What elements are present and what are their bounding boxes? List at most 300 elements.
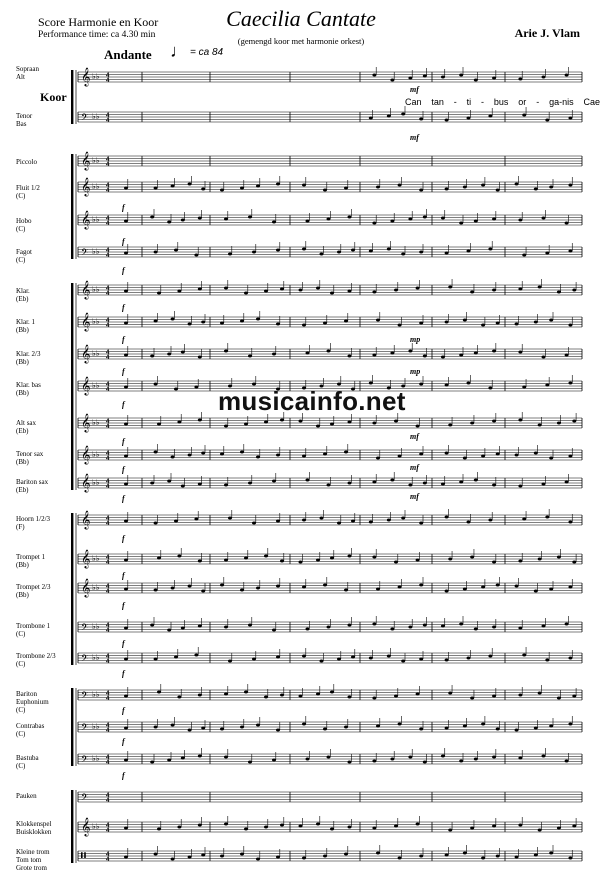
- instrument-label-line: (C): [16, 730, 26, 738]
- composer-name: Arie J. Vlam: [514, 26, 580, 40]
- flat-icon: ♭♭: [92, 690, 100, 699]
- dynamic-marking: f: [122, 771, 125, 780]
- time-sig-top: 4: [106, 419, 110, 425]
- dynamic-marking: f: [122, 639, 125, 648]
- note-head: [171, 587, 175, 590]
- note-head: [419, 658, 423, 661]
- note-head: [124, 759, 128, 762]
- note-head: [276, 656, 280, 659]
- note-head: [201, 727, 205, 730]
- lyric-syllable: -: [453, 97, 457, 107]
- instrument-label-line: Trompet 2/3: [16, 583, 51, 591]
- note-head: [302, 455, 306, 458]
- note-head: [337, 251, 341, 254]
- note-head: [280, 288, 284, 291]
- note-head: [224, 559, 228, 562]
- note-head: [323, 322, 327, 325]
- time-sig-top: 4: [106, 755, 110, 761]
- time-sig-bottom: 4: [106, 589, 110, 595]
- note-head: [306, 628, 310, 631]
- instrument-label-line: Sopraan: [16, 65, 39, 73]
- note-head: [423, 216, 427, 219]
- note-head: [394, 561, 398, 564]
- note-head: [228, 660, 232, 663]
- instrument-label-line: Bariton: [16, 690, 37, 698]
- flat-icon: ♭♭: [92, 583, 100, 592]
- note-head: [390, 352, 394, 355]
- note-head: [181, 351, 185, 354]
- instrument-label-line: (F): [16, 523, 25, 531]
- note-head: [198, 419, 202, 422]
- note-head: [198, 356, 202, 359]
- instrument-label: [16, 848, 78, 872]
- note-head: [390, 758, 394, 761]
- note-head: [174, 388, 178, 391]
- note-head: [481, 723, 485, 726]
- note-head: [518, 824, 522, 827]
- note-head: [445, 384, 449, 387]
- note-head: [306, 758, 310, 761]
- note-head: [423, 482, 427, 485]
- note-head: [124, 658, 128, 661]
- time-sig-top: 4: [106, 823, 110, 829]
- note-head: [256, 858, 260, 861]
- note-head: [124, 290, 128, 293]
- note-head: [220, 322, 224, 325]
- note-head: [330, 828, 334, 831]
- time-sig-bottom: 4: [106, 188, 110, 194]
- note-head: [467, 382, 471, 385]
- note-head: [542, 217, 546, 220]
- dynamic-marking: mf: [410, 133, 419, 142]
- note-head: [372, 422, 376, 425]
- note-head: [348, 624, 352, 627]
- note-head: [398, 184, 402, 187]
- note-head: [124, 455, 128, 458]
- time-sig-bottom: 4: [106, 221, 110, 227]
- note-head: [492, 77, 496, 80]
- note-head: [276, 323, 280, 326]
- note-head: [174, 520, 178, 523]
- note-head: [201, 321, 205, 324]
- bass-clef: 𝄢: [81, 792, 89, 805]
- note-head: [124, 187, 128, 190]
- note-head: [154, 726, 158, 729]
- note-head: [224, 484, 228, 487]
- note-head: [244, 691, 248, 694]
- note-head: [423, 75, 427, 78]
- note-head: [488, 387, 492, 390]
- note-head: [445, 119, 449, 122]
- treble-clef: 𝄞: [81, 549, 91, 568]
- instrument-label-line: (Bb): [16, 561, 29, 569]
- instrument-label: [16, 217, 78, 233]
- series-title: Score Harmonie en Koor: [38, 15, 159, 29]
- lyrics-line: [405, 97, 600, 107]
- note-head: [167, 480, 171, 483]
- flat-icon: ♭♭: [92, 317, 100, 326]
- note-head: [150, 624, 154, 627]
- note-head: [171, 724, 175, 727]
- note-head: [244, 423, 248, 426]
- instrument-label-line: Klokkenspel: [16, 820, 52, 828]
- note-head: [327, 626, 331, 629]
- note-head: [124, 386, 128, 389]
- note-head: [481, 857, 485, 860]
- note-head: [568, 857, 572, 860]
- note-head: [302, 857, 306, 860]
- note-head: [372, 827, 376, 830]
- note-head: [188, 856, 192, 859]
- treble-clef: 𝄥: [81, 846, 86, 865]
- note-head: [549, 852, 553, 855]
- note-head: [372, 697, 376, 700]
- note-head: [150, 482, 154, 485]
- note-head: [492, 289, 496, 292]
- note-head: [538, 692, 542, 695]
- note-head: [390, 220, 394, 223]
- note-head: [492, 218, 496, 221]
- note-head: [252, 251, 256, 254]
- note-head: [394, 420, 398, 423]
- note-head: [549, 186, 553, 189]
- note-head: [299, 825, 303, 828]
- treble-clef: 𝄞: [81, 413, 91, 432]
- flat-icon: ♭♭: [92, 554, 100, 563]
- note-head: [419, 118, 423, 121]
- note-head: [248, 216, 252, 219]
- note-head: [549, 725, 553, 728]
- note-head: [276, 183, 280, 186]
- flat-icon: ♭♭: [92, 349, 100, 358]
- flat-icon: ♭♭: [92, 247, 100, 256]
- quarter-note-icon: ♩: [170, 41, 188, 61]
- note-head: [240, 320, 244, 323]
- note-head: [572, 825, 576, 828]
- time-sig-bottom: 4: [106, 323, 110, 329]
- note-head: [248, 482, 252, 485]
- bass-clef: 𝄢: [81, 112, 89, 125]
- note-head: [470, 422, 474, 425]
- note-head: [351, 656, 355, 659]
- note-head: [276, 520, 280, 523]
- note-head: [565, 222, 569, 225]
- note-head: [154, 522, 158, 525]
- instrument-label-line: (Bb): [16, 326, 29, 334]
- note-head: [150, 216, 154, 219]
- note-head: [177, 421, 181, 424]
- note-head: [470, 827, 474, 830]
- note-head: [154, 187, 158, 190]
- note-head: [351, 249, 355, 252]
- treble-clef: 𝄞: [81, 510, 91, 529]
- note-head: [181, 627, 185, 630]
- note-head: [492, 695, 496, 698]
- instrument-label: [16, 622, 78, 638]
- note-head: [441, 483, 445, 486]
- treble-clef: 𝄞: [81, 376, 91, 395]
- note-head: [201, 590, 205, 593]
- note-head: [463, 588, 467, 591]
- note-head: [568, 324, 572, 327]
- note-head: [572, 695, 576, 698]
- time-sig-top: 4: [106, 793, 110, 799]
- note-head: [565, 623, 569, 626]
- note-head: [201, 452, 205, 455]
- note-head: [220, 189, 224, 192]
- instrument-label: [16, 287, 78, 303]
- note-head: [272, 759, 276, 762]
- note-head: [348, 482, 352, 485]
- dynamic-marking: mf: [410, 492, 419, 501]
- note-head: [323, 728, 327, 731]
- note-head: [188, 585, 192, 588]
- note-head: [244, 828, 248, 831]
- note-head: [348, 761, 352, 764]
- instrument-label-line: (C): [16, 192, 26, 200]
- instrument-label-line: (Eb): [16, 295, 29, 303]
- note-head: [124, 423, 128, 426]
- dynamic-marking: f: [122, 367, 125, 376]
- note-head: [194, 254, 198, 257]
- note-head: [545, 119, 549, 122]
- note-head: [394, 289, 398, 292]
- time-sig-bottom: 4: [106, 253, 110, 259]
- note-head: [448, 558, 452, 561]
- note-head: [463, 852, 467, 855]
- time-sig-bottom: 4: [106, 118, 110, 124]
- watermark: musicainfo.net: [218, 386, 406, 416]
- time-sig-top: 4: [106, 654, 110, 660]
- note-head: [423, 624, 427, 627]
- time-sig-bottom: 4: [106, 387, 110, 393]
- note-head: [323, 584, 327, 587]
- note-head: [463, 457, 467, 460]
- lyric-syllable: Can: [405, 97, 422, 107]
- note-head: [401, 517, 405, 520]
- flat-icon: ♭♭: [92, 156, 100, 165]
- note-head: [228, 253, 232, 256]
- note-head: [320, 517, 324, 520]
- dynamic-marking: mp: [410, 335, 421, 344]
- instrument-label-line: Kleine trom: [16, 848, 50, 856]
- note-head: [445, 452, 449, 455]
- note-head: [522, 254, 526, 257]
- note-head: [459, 481, 463, 484]
- note-head: [372, 222, 376, 225]
- note-head: [154, 251, 158, 254]
- note-head: [445, 590, 449, 593]
- instrument-label-line: (C): [16, 660, 26, 668]
- note-head: [194, 654, 198, 657]
- note-head: [157, 423, 161, 426]
- dynamic-marking: f: [122, 601, 125, 610]
- time-sig-bottom: 4: [106, 484, 110, 490]
- time-sig-bottom: 4: [106, 355, 110, 361]
- note-head: [518, 694, 522, 697]
- note-head: [124, 627, 128, 630]
- note-head: [419, 189, 423, 192]
- time-sig-bottom: 4: [106, 291, 110, 297]
- instrument-label-line: Tenor sax: [16, 450, 44, 458]
- note-head: [376, 457, 380, 460]
- note-head: [441, 755, 445, 758]
- note-head: [167, 759, 171, 762]
- note-head: [351, 520, 355, 523]
- treble-clef: 𝄞: [81, 151, 91, 170]
- instrument-label: [16, 318, 78, 334]
- note-head: [348, 355, 352, 358]
- note-head: [256, 185, 260, 188]
- note-head: [441, 625, 445, 628]
- time-sig-top: 4: [106, 451, 110, 457]
- note-head: [201, 854, 205, 857]
- note-head: [316, 287, 320, 290]
- bass-clef: 𝄢: [81, 622, 89, 635]
- note-head: [256, 587, 260, 590]
- flat-icon: ♭♭: [92, 722, 100, 731]
- note-head: [542, 755, 546, 758]
- note-head: [302, 723, 306, 726]
- time-sig-top: 4: [106, 248, 110, 254]
- flat-icon: ♭♭: [92, 822, 100, 831]
- flat-icon: ♭♭: [92, 450, 100, 459]
- note-head: [264, 555, 268, 558]
- note-head: [174, 656, 178, 659]
- note-head: [372, 623, 376, 626]
- note-head: [272, 353, 276, 356]
- note-head: [188, 183, 192, 186]
- note-head: [302, 519, 306, 522]
- bass-clef: 𝄢: [81, 690, 89, 703]
- note-head: [515, 183, 519, 186]
- note-head: [492, 756, 496, 759]
- note-head: [549, 319, 553, 322]
- note-head: [387, 115, 391, 118]
- note-head: [568, 250, 572, 253]
- note-head: [390, 79, 394, 82]
- note-head: [198, 560, 202, 563]
- lyric-syllable: Cae: [583, 97, 600, 107]
- note-head: [224, 287, 228, 290]
- note-head: [177, 696, 181, 699]
- note-head: [467, 521, 471, 524]
- note-head: [272, 629, 276, 632]
- page-subtitle: (gemengd koor met harmonie orkest): [237, 36, 365, 46]
- note-head: [280, 824, 284, 827]
- note-head: [488, 248, 492, 251]
- note-head: [369, 250, 373, 253]
- instrument-label-line: Grote trom: [16, 864, 47, 872]
- instrument-label: [16, 754, 78, 770]
- note-head: [302, 248, 306, 251]
- note-head: [124, 354, 128, 357]
- instrument-label: [16, 515, 78, 531]
- dynamic-marking: mf: [410, 432, 419, 441]
- note-head: [316, 823, 320, 826]
- time-sig-top: 4: [106, 113, 110, 119]
- note-head: [154, 383, 158, 386]
- note-head: [481, 586, 485, 589]
- note-head: [496, 855, 500, 858]
- note-head: [240, 853, 244, 856]
- instrument-label-line: Klar. 1: [16, 318, 36, 326]
- note-head: [518, 485, 522, 488]
- note-head: [534, 188, 538, 191]
- note-head: [408, 484, 412, 487]
- note-head: [198, 217, 202, 220]
- instrument-label: [16, 792, 78, 800]
- dynamic-marking: f: [122, 400, 125, 409]
- instrument-label: [16, 820, 78, 836]
- note-head: [177, 290, 181, 293]
- note-head: [330, 292, 334, 295]
- lyric-syllable: tan: [431, 97, 444, 107]
- note-head: [557, 827, 561, 830]
- note-head: [323, 453, 327, 456]
- instrument-label: [16, 450, 78, 466]
- choir-label: Koor: [40, 90, 67, 104]
- note-head: [272, 221, 276, 224]
- note-head: [515, 856, 519, 859]
- note-head: [448, 424, 452, 427]
- note-head: [344, 451, 348, 454]
- note-head: [445, 854, 449, 857]
- note-head: [372, 760, 376, 763]
- time-sig-bottom: 4: [106, 659, 110, 665]
- instrument-label-line: Trombone 1: [16, 622, 51, 630]
- note-head: [154, 589, 158, 592]
- note-head: [568, 723, 572, 726]
- note-head: [327, 484, 331, 487]
- note-head: [398, 857, 402, 860]
- treble-clef: 𝄞: [81, 280, 91, 299]
- time-sig-bottom: 4: [106, 628, 110, 634]
- note-head: [474, 479, 478, 482]
- flat-icon: ♭♭: [92, 754, 100, 763]
- note-head: [248, 761, 252, 764]
- note-head: [534, 854, 538, 857]
- note-head: [327, 756, 331, 759]
- note-head: [518, 78, 522, 81]
- note-head: [459, 760, 463, 763]
- note-head: [545, 384, 549, 387]
- dynamic-marking: f: [122, 266, 125, 275]
- note-head: [445, 516, 449, 519]
- dynamic-marking: mp: [410, 367, 421, 376]
- note-head: [302, 586, 306, 589]
- note-head: [369, 657, 373, 660]
- instrument-label-line: Buisklokken: [16, 828, 52, 836]
- time-sig-bottom: 4: [106, 857, 110, 863]
- note-head: [534, 321, 538, 324]
- note-head: [408, 77, 412, 80]
- instrument-label: [16, 583, 78, 599]
- instrument-label-line: (Bb): [16, 358, 29, 366]
- note-head: [496, 453, 500, 456]
- flat-icon: ♭♭: [92, 182, 100, 191]
- note-head: [568, 455, 572, 458]
- lyric-syllable: ga-nis: [549, 97, 574, 107]
- note-head: [565, 74, 569, 77]
- note-head: [474, 79, 478, 82]
- instrument-label: [16, 690, 78, 714]
- note-head: [549, 457, 553, 460]
- note-head: [327, 350, 331, 353]
- note-head: [372, 291, 376, 294]
- note-head: [276, 249, 280, 252]
- note-head: [572, 420, 576, 423]
